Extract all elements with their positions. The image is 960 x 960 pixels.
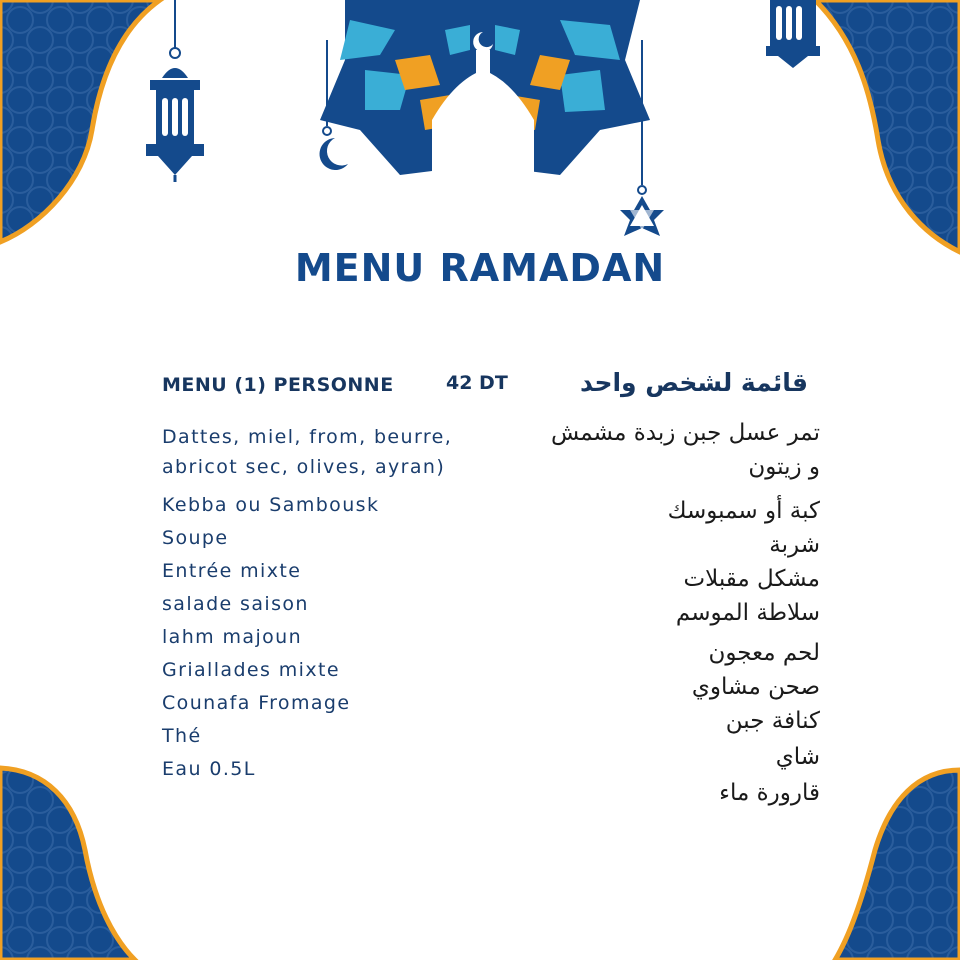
list-item: قارورة ماء [719, 780, 820, 806]
lantern-icon [146, 0, 204, 182]
list-item: شربة [769, 532, 820, 558]
list-item: Eau 0.5L [162, 758, 256, 780]
list-item: و زيتون [748, 454, 820, 480]
list-item: Soupe [162, 527, 229, 549]
list-item: abricot sec, olives, ayran) [162, 456, 446, 478]
list-item: مشكل مقبلات [683, 566, 820, 592]
menu-label-ar: قائمة لشخص واحد [580, 368, 808, 397]
list-item: Griallades mixte [162, 659, 340, 681]
list-item: lahm majoun [162, 626, 303, 648]
menu-title: MENU RAMADAN [294, 246, 666, 290]
corner-top-right [815, 0, 960, 252]
list-item: Dattes, miel, from, beurre, [162, 426, 453, 448]
list-item: صحن مشاوي [691, 674, 820, 700]
list-item: Kebba ou Sambousk [162, 494, 380, 516]
list-item: كنافة جبن [725, 708, 820, 734]
list-item: Entrée mixte [162, 560, 302, 582]
corner-bottom-left [0, 768, 135, 960]
list-item: سلاطة الموسم [675, 600, 820, 626]
corner-bottom-right [835, 770, 960, 960]
list-item: لحم معجون [708, 640, 820, 666]
menu-price: 42 DT [446, 372, 508, 394]
list-item: كبة أو سمبوسك [667, 498, 820, 524]
list-item: Thé [162, 725, 202, 747]
list-item: تمر عسل جبن زبدة مشمش [550, 420, 820, 446]
corner-top-left [0, 0, 160, 242]
list-item: شاي [775, 744, 820, 770]
mosque-icon [320, 0, 650, 185]
list-item: salade saison [162, 593, 309, 615]
lantern-icon [766, 0, 820, 68]
menu-label-fr: MENU (1) PERSONNE [162, 374, 394, 396]
list-item: Counafa Fromage [162, 692, 351, 714]
